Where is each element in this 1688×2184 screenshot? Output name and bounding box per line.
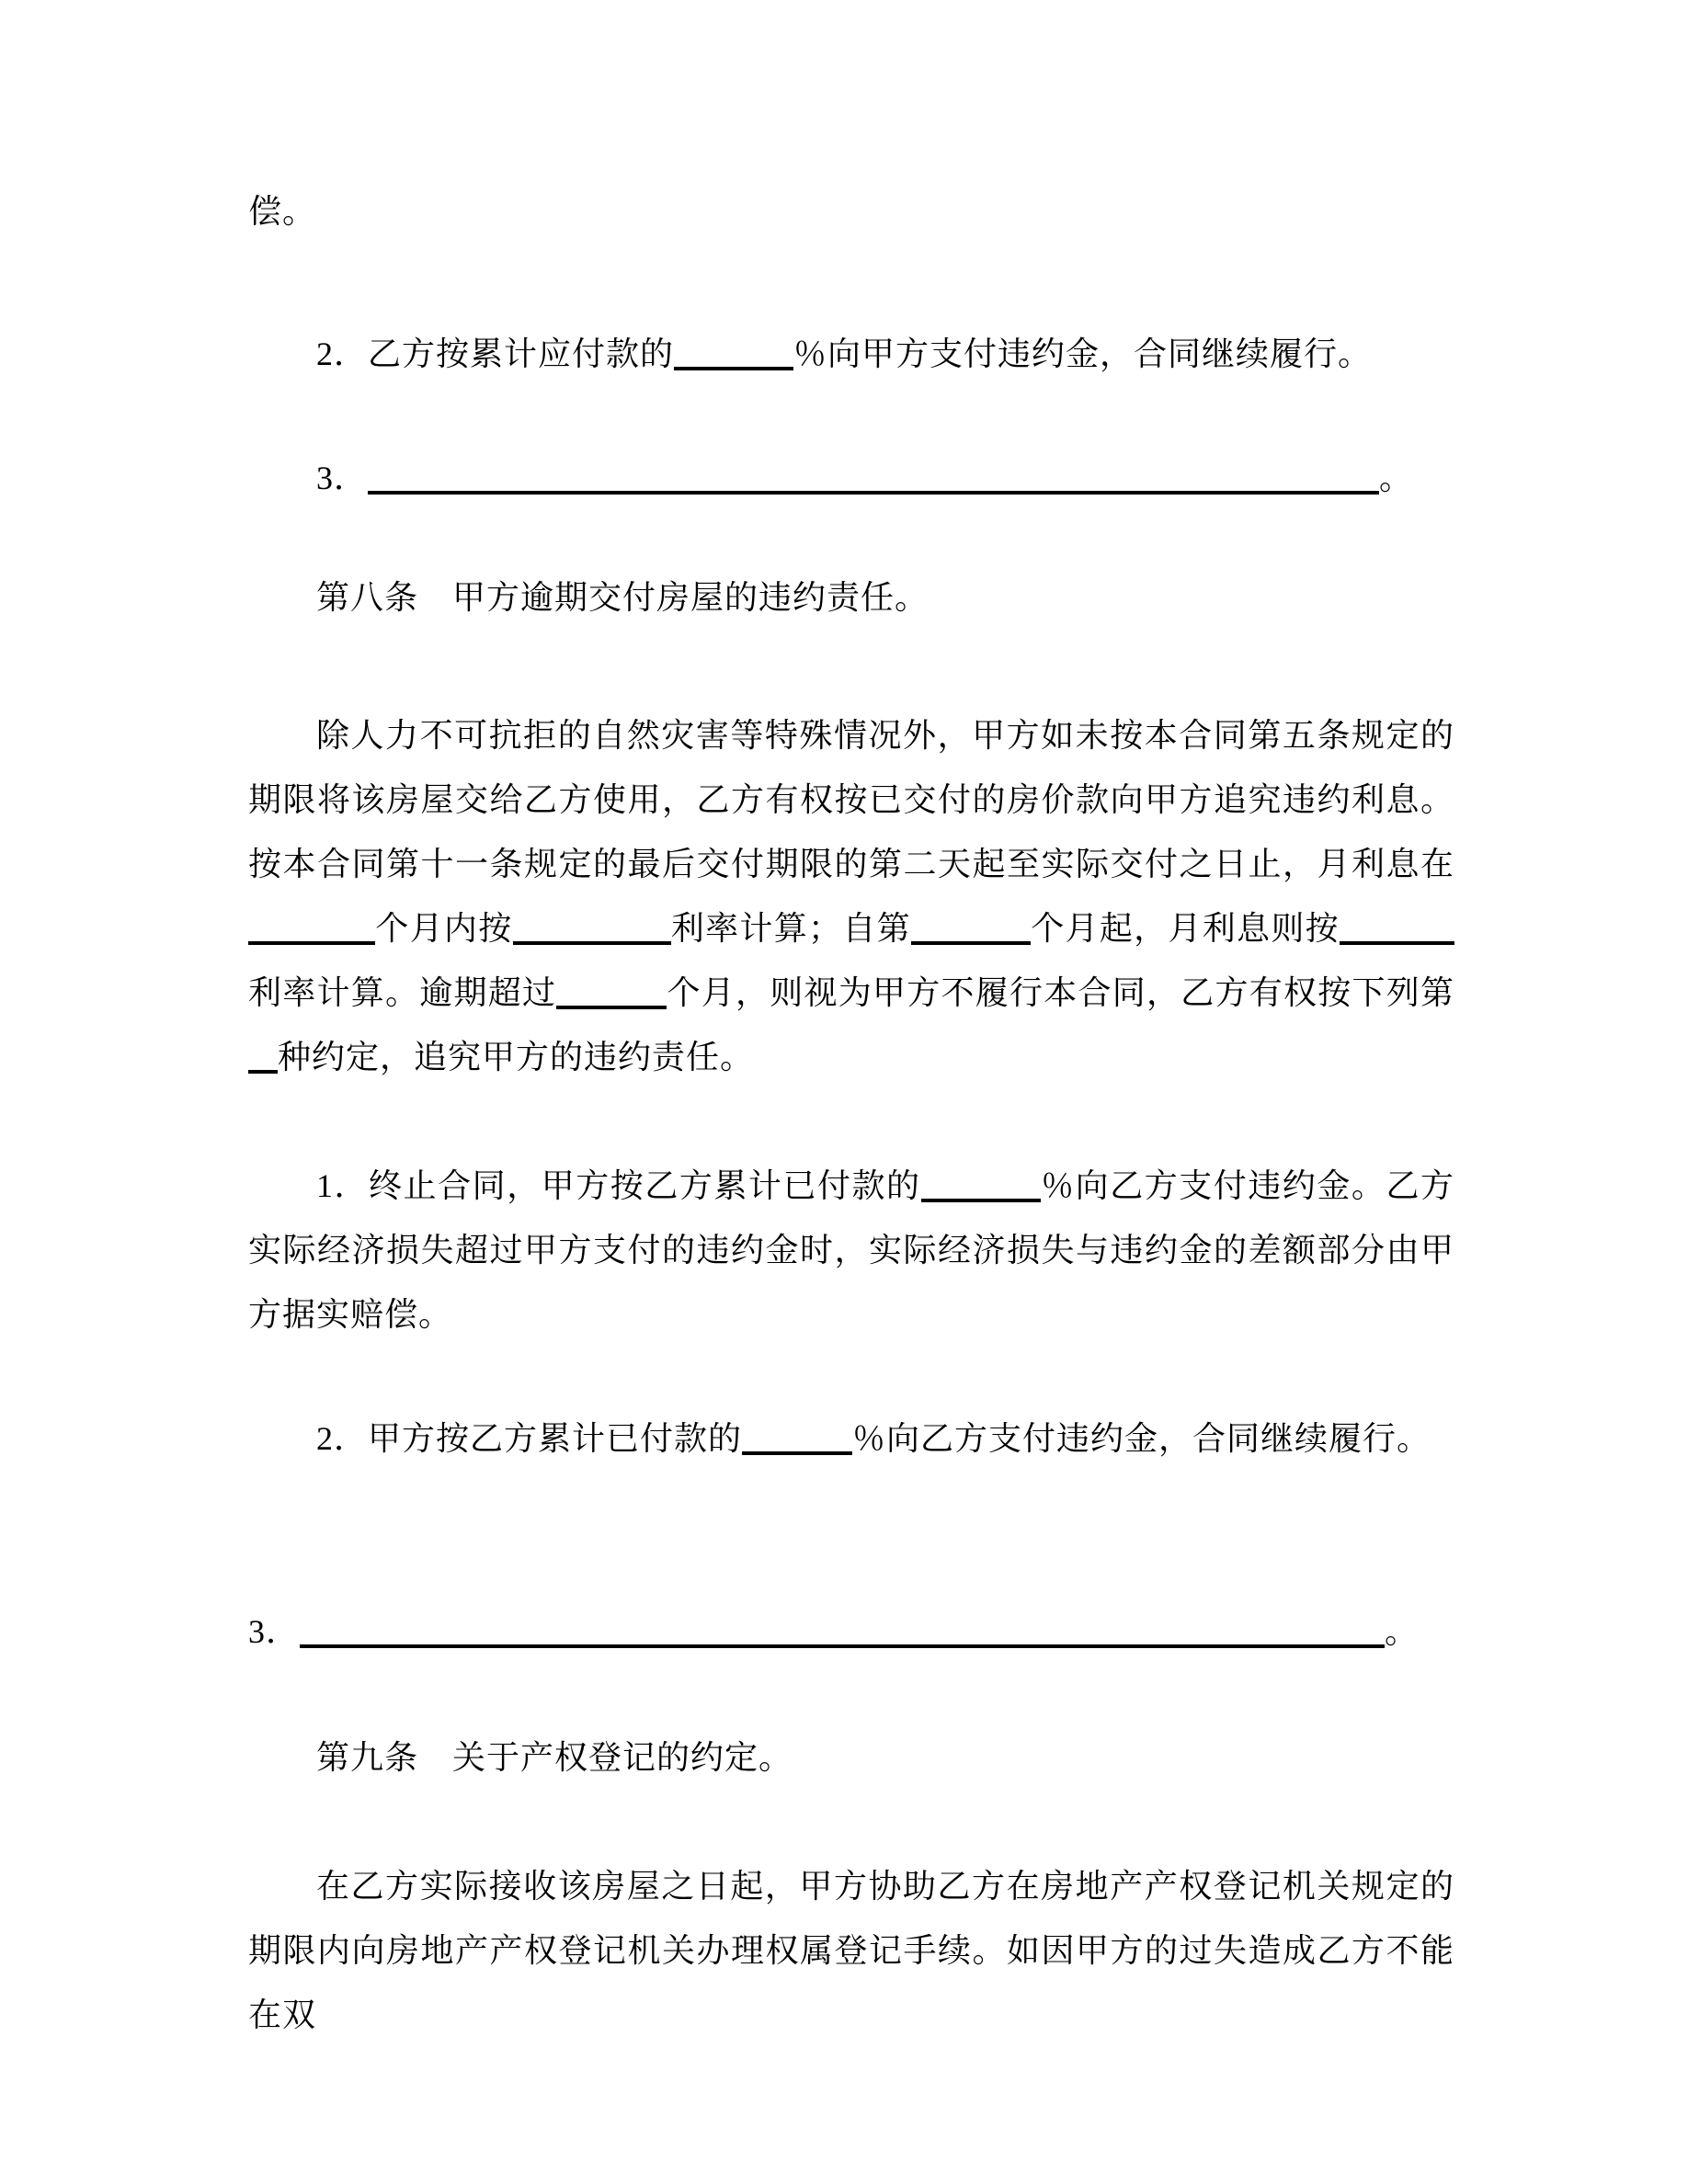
text-run: 2．甲方按乙方累计已付款的 [316,1420,743,1457]
text-run: ％向甲方支付违约金，合同继续履行。 [793,336,1373,372]
text-run: 除人力不可抗拒的自然灾害等特殊情况外，甲方如未按本合同第五条规定的期限将该房屋交给乙方使用，乙方有权按已交付的房价款向甲方追究违约利息。按本合同第十一条规定的最后交付期限的第二天起至实际交付之日止，月利息在 [248,717,1454,882]
text-run: 偿。 [248,193,317,230]
fill-in-blank-underline [1340,941,1454,945]
text-run: 在乙方实际接收该房屋之日起，甲方协助乙方在房地产产权登记机关规定的期限内向房地产产权登记机关办理权属登记手续。如因甲方的过失造成乙方不能在双 [248,1868,1454,2033]
text-run: ％向乙方支付违约金。乙方实际经济损失超过甲方支付的违约金时，实际经济损失与违约金的差额部分由甲方据实赔偿。 [248,1167,1454,1333]
article-8-option-2-seller-penalty [248,1406,1454,1471]
text-run: 利率计算；自第 [670,910,911,947]
text-run: 个月，则视为甲方不履行本合同，乙方有权按下列第 [667,974,1454,1011]
clause-option-2-buyer-penalty [248,322,1454,386]
contract-text-body [248,179,1454,2047]
fill-in-blank-underline [911,941,1031,945]
text-run: 。 [1385,1613,1420,1650]
text-run: 种约定，追究甲方的违约责任。 [278,1039,755,1075]
text-run: 利率计算。逾期超过 [248,974,557,1011]
fill-in-blank-underline [674,367,793,370]
article-8-option-1-terminate [248,1154,1454,1347]
article-9-heading [248,1725,1454,1790]
fill-in-blank-underline [742,1451,852,1455]
carryover-line-compensation [248,179,1454,244]
fill-in-blank-underline [248,1070,278,1074]
fill-in-blank-underline [248,941,375,945]
article-8-option-3-blank [248,1599,1454,1664]
text-run: 2．乙方按累计应付款的 [316,336,675,372]
text-run: 个月内按 [375,910,513,947]
fill-in-blank-underline [300,1644,1385,1648]
fill-in-blank-underline [513,941,671,945]
fill-in-blank-underline [556,1006,667,1009]
article-9-body [248,1854,1454,2047]
clause-option-3-blank [248,446,1454,510]
fill-in-blank-underline [921,1199,1041,1202]
text-run: 第八条 甲方逾期交付房屋的违约责任。 [316,579,930,616]
article-8-body [248,703,1454,1089]
article-8-heading [248,565,1454,630]
text-run: ％向乙方支付违约金，合同继续履行。 [852,1420,1431,1457]
text-run: 。 [1379,460,1414,496]
text-run: 第九条 关于产权登记的约定。 [316,1739,793,1776]
text-run: 1．终止合同，甲方按乙方累计已付款的 [316,1167,921,1204]
text-run: 个月起，月利息则按 [1030,910,1340,947]
fill-in-blank-underline [368,491,1379,495]
text-run: 3． [248,1613,301,1650]
text-run: 3． [316,460,369,496]
